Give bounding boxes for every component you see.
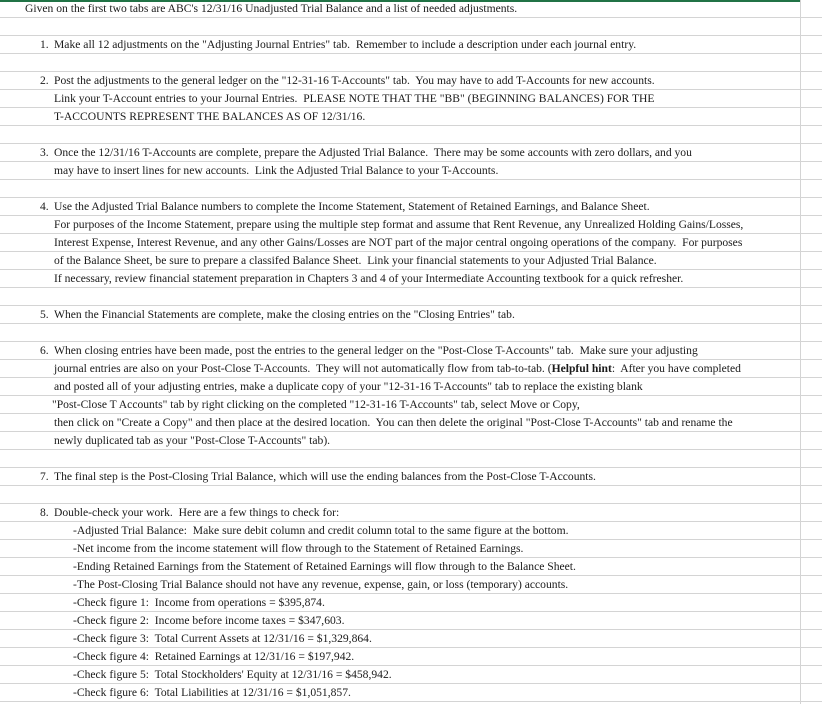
- instruction-text[interactable]: [73, 578, 568, 592]
- instruction-text[interactable]: [54, 110, 365, 124]
- sheet-row[interactable]: [0, 90, 822, 108]
- text-segment: -Check figure 3: Total Current Assets at 12/31/16 = $1,329,864.: [73, 632, 372, 645]
- sheet-row[interactable]: [0, 522, 822, 540]
- instruction-text[interactable]: [54, 92, 655, 106]
- instruction-step[interactable]: [40, 146, 692, 160]
- instruction-step[interactable]: [40, 470, 596, 484]
- step-number: 5.: [40, 308, 49, 321]
- sheet-row[interactable]: [0, 342, 822, 360]
- sheet-row[interactable]: [0, 594, 822, 612]
- sheet-row[interactable]: [0, 324, 822, 342]
- sheet-row[interactable]: [0, 234, 822, 252]
- instruction-step[interactable]: [40, 38, 636, 52]
- sheet-row[interactable]: [0, 216, 822, 234]
- instruction-text[interactable]: [73, 650, 354, 664]
- text-segment: : After you have completed: [611, 362, 741, 375]
- instruction-text[interactable]: [73, 632, 372, 646]
- step-number: 2.: [40, 74, 49, 87]
- instruction-step[interactable]: [40, 344, 698, 358]
- instruction-text[interactable]: [54, 272, 683, 286]
- text-segment: then click on "Create a Copy" and then place at the desired location. You can then delete the original "Post-Close T-Accounts" tab and rename the: [54, 416, 733, 429]
- step-number: 7.: [40, 470, 49, 483]
- text-segment: For purposes of the Income Statement, prepare using the multiple step format and assume that Rent Revenue, any Unrealized Holding Gains/Losses,: [54, 218, 744, 231]
- instruction-step[interactable]: [40, 200, 650, 214]
- sheet-row[interactable]: [0, 252, 822, 270]
- text-segment: Given on the first two tabs are ABC's 12/31/16 Unadjusted Trial Balance and a list of needed adjustments.: [25, 2, 518, 15]
- sheet-row[interactable]: [0, 648, 822, 666]
- text-segment: T-ACCOUNTS REPRESENT THE BALANCES AS OF 12/31/16.: [54, 110, 366, 123]
- sheet-row[interactable]: [0, 108, 822, 126]
- step-number: 1.: [40, 38, 49, 51]
- instruction-text[interactable]: [73, 524, 569, 538]
- sheet-row[interactable]: [0, 180, 822, 198]
- text-segment: -Check figure 4: Retained Earnings at 12/31/16 = $197,942.: [73, 650, 355, 663]
- text-segment: If necessary, review financial statement preparation in Chapters 3 and 4 of your Intermediate Accounting textbook for a quick refresher.: [54, 272, 684, 285]
- instruction-step[interactable]: [40, 74, 655, 88]
- step-number: 8.: [40, 506, 49, 519]
- instruction-text[interactable]: [54, 416, 733, 430]
- sheet-row[interactable]: [0, 576, 822, 594]
- sheet-row[interactable]: [0, 198, 822, 216]
- sheet-row[interactable]: [0, 468, 822, 486]
- sheet-row[interactable]: [0, 540, 822, 558]
- instruction-text[interactable]: [54, 434, 330, 448]
- text-segment: Double-check your work. Here are a few things to check for:: [54, 506, 340, 519]
- instruction-text[interactable]: [54, 236, 742, 250]
- text-segment: -Adjusted Trial Balance: Make sure debit column and credit column total to the same figure at the bottom.: [73, 524, 569, 537]
- step-number: 4.: [40, 200, 49, 213]
- sheet-row[interactable]: [0, 288, 822, 306]
- instruction-text[interactable]: [54, 218, 743, 232]
- text-segment: -Check figure 6: Total Liabilities at 12/31/16 = $1,051,857.: [73, 686, 351, 699]
- instruction-text[interactable]: [54, 362, 741, 376]
- sheet-row[interactable]: [0, 270, 822, 288]
- sheet-row[interactable]: [0, 162, 822, 180]
- text-segment: Post the adjustments to the general ledger on the "12-31-16 T-Accounts" tab. You may have to add T-Accounts for new accounts.: [54, 74, 655, 87]
- instruction-text[interactable]: [73, 596, 325, 610]
- sheet-row[interactable]: [0, 126, 822, 144]
- text-segment: -Check figure 5: Total Stockholders' Equity at 12/31/16 = $458,942.: [73, 668, 392, 681]
- step-number: 6.: [40, 344, 49, 357]
- text-segment: Interest Expense, Interest Revenue, and any other Gains/Losses are NOT part of the major central ongoing operations of the company. For purposes: [54, 236, 743, 249]
- text-segment: Make all 12 adjustments on the "Adjusting Journal Entries" tab. Remember to include a description under each journal entry.: [54, 38, 637, 51]
- instruction-step[interactable]: [40, 308, 515, 322]
- sheet-row[interactable]: [0, 504, 822, 522]
- sheet-row[interactable]: [0, 684, 822, 702]
- instruction-text[interactable]: [73, 614, 345, 628]
- instruction-step[interactable]: [40, 506, 339, 520]
- sheet-row[interactable]: [0, 54, 822, 72]
- text-segment: -The Post-Closing Trial Balance should not have any revenue, expense, gain, or loss (temporary) accounts.: [73, 578, 569, 591]
- text-segment: newly duplicated tab as your "Post-Close T-Accounts" tab).: [54, 434, 331, 447]
- instruction-text[interactable]: [52, 398, 580, 412]
- instruction-text[interactable]: [25, 2, 517, 16]
- text-segment: When the Financial Statements are complete, make the closing entries on the "Closing Entries" tab.: [54, 308, 515, 321]
- sheet-row[interactable]: [0, 612, 822, 630]
- sheet-row[interactable]: [0, 396, 822, 414]
- text-segment: "Post-Close T Accounts" tab by right clicking on the completed "12-31-16 T-Accounts" tab, select Move or Copy,: [52, 398, 580, 411]
- instruction-text[interactable]: [54, 164, 498, 178]
- sheet-row[interactable]: [0, 558, 822, 576]
- instruction-text[interactable]: [73, 668, 392, 682]
- sheet-row[interactable]: [0, 414, 822, 432]
- text-segment: journal entries are also on your Post-Close T-Accounts. They will not automatically flow from tab-to-tab. (: [54, 362, 552, 375]
- sheet-row[interactable]: [0, 36, 822, 54]
- sheet-row[interactable]: [0, 486, 822, 504]
- sheet-row[interactable]: [0, 378, 822, 396]
- text-segment: Use the Adjusted Trial Balance numbers to complete the Income Statement, Statement of Retained Earnings, and Balance Sheet.: [54, 200, 650, 213]
- instruction-text[interactable]: [73, 542, 523, 556]
- text-segment: and posted all of your adjusting entries, make a duplicate copy of your "12-31-16 T-Accounts" tab to replace the existing blank: [54, 380, 643, 393]
- text-segment: The final step is the Post-Closing Trial Balance, which will use the ending balances from the Post-Close T-Accounts.: [54, 470, 596, 483]
- step-number: 3.: [40, 146, 49, 159]
- instruction-text[interactable]: [73, 686, 351, 700]
- text-segment: -Ending Retained Earnings from the Statement of Retained Earnings will flow through to the Balance Sheet.: [73, 560, 576, 573]
- sheet-row[interactable]: [0, 666, 822, 684]
- text-segment: -Check figure 1: Income from operations = $395,874.: [73, 596, 325, 609]
- text-segment: -Check figure 2: Income before income taxes = $347,603.: [73, 614, 345, 627]
- text-segment: of the Balance Sheet, be sure to prepare a classifed Balance Sheet. Link your financial statements to your Adjusted Trial Balance.: [54, 254, 657, 267]
- sheet-row[interactable]: [0, 432, 822, 450]
- sheet-row[interactable]: [0, 306, 822, 324]
- selected-cell-border: [0, 0, 800, 2]
- instruction-text[interactable]: [54, 380, 643, 394]
- instruction-text[interactable]: [54, 254, 657, 268]
- sheet-row[interactable]: [0, 72, 822, 90]
- text-segment: When closing entries have been made, post the entries to the general ledger on the "Post-Close T-Accounts" tab. Make sure your adjusting: [54, 344, 698, 357]
- helpful-hint-label: Helpful hint: [551, 362, 612, 375]
- sheet-row[interactable]: [0, 450, 822, 468]
- instruction-text[interactable]: [73, 560, 576, 574]
- sheet-row[interactable]: [0, 630, 822, 648]
- sheet-row[interactable]: [0, 144, 822, 162]
- text-segment: -Net income from the income statement will flow through to the Statement of Retained Earnings.: [73, 542, 524, 555]
- sheet-row[interactable]: [0, 360, 822, 378]
- sheet-row[interactable]: [0, 0, 822, 18]
- sheet-row[interactable]: [0, 18, 822, 36]
- text-segment: may have to insert lines for new accounts. Link the Adjusted Trial Balance to your T-Accounts.: [54, 164, 499, 177]
- text-segment: Link your T-Account entries to your Journal Entries. PLEASE NOTE THAT THE "BB" (BEGINNING BALANCES) FOR THE: [54, 92, 655, 105]
- text-segment: Once the 12/31/16 T-Accounts are complete, prepare the Adjusted Trial Balance. There may be some accounts with zero dollars, and you: [54, 146, 692, 159]
